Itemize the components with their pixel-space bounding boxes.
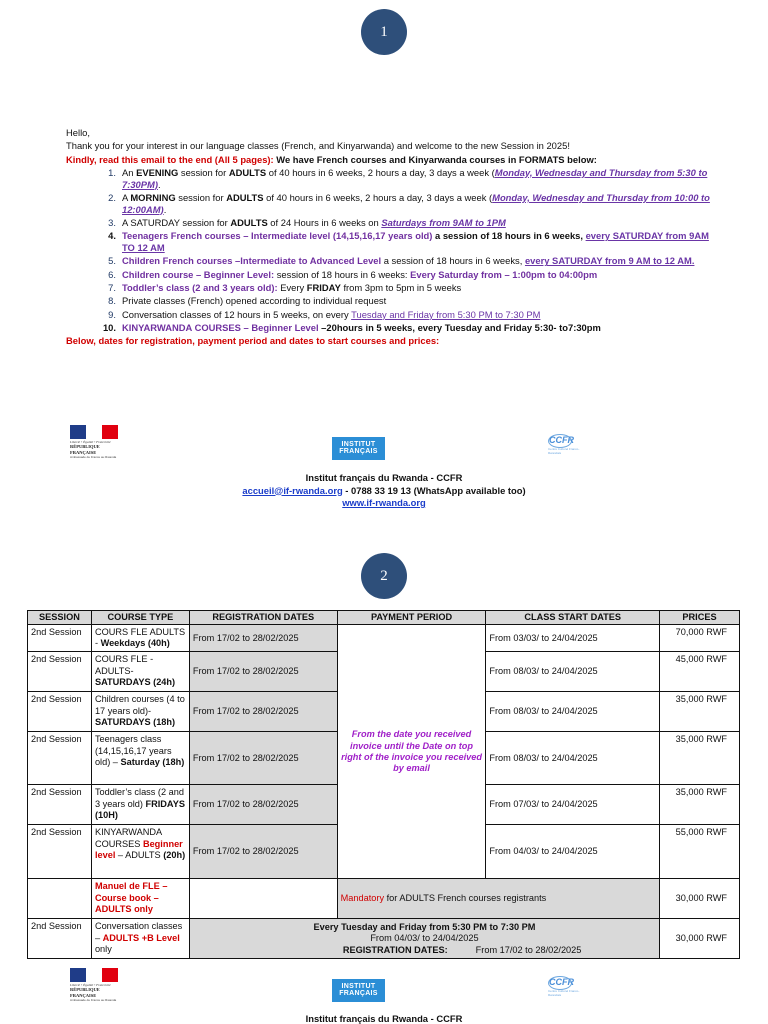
course-list [100,167,716,334]
footer-phone: - 0788 33 19 13 (WhatsApp available too) [342,484,526,496]
course-type-segment: Teenagers class (14,15,16,17 years old) – [94,734,172,767]
start-date-cell: From 08/03/ to 24/04/2025 [486,692,660,732]
below-note: Below, dates for registration, payment period and dates to start courses and prices: [66,335,440,347]
registration-cell [189,879,337,919]
course-cell [91,625,189,652]
course-type-segment: KINYARWANDA COURSES [94,827,162,849]
course-text [122,322,716,334]
conversation-course-c: only [94,943,112,954]
page-number-badge [361,553,407,599]
course-segment: A SATURDAY session for [122,216,231,228]
course-segment: of 24 Hours in 6 weeks on [267,216,382,228]
price-cell: 35,000 RWF [660,785,740,825]
schedule-link[interactable]: Monday, Wednesday and Thursday from 10:00 to 12:00AM) [122,191,710,215]
schedule-link[interactable]: every SATURDAY from 9AM TO 12 AM [122,230,709,254]
course-cell [91,692,189,732]
intro-text: Thank you for your interest in our language classes (French, and Kinyarwanda) and welcome to the new Session in 2025! [66,140,570,152]
table-row [28,625,740,652]
course-cell: Manuel de FLE – Course book – ADULTS only [91,879,189,919]
course-text [122,309,716,321]
price-cell: 35,000 RWF [660,692,740,732]
price-cell: 35,000 RWF [660,732,740,785]
course-number: 4. [108,230,116,242]
footer-website [0,497,768,510]
course-segment: ADULTS [230,216,268,228]
institut-francais-logo [332,437,385,460]
course-item [100,309,716,321]
instruction-red: Kindly, read this email to the end (All 5 pages): [66,153,274,165]
rf-subtitle: Ambassade de France au Rwanda [70,997,117,1002]
course-text [122,230,716,254]
course-text [122,217,716,229]
footer-website-link[interactable]: www.if-rwanda.org [342,497,426,508]
course-text [122,192,716,216]
course-segment: A [122,191,131,203]
instruction-bold: We have French courses and Kinyarwanda courses in FORMATS below: [273,153,597,165]
table-header-row [28,611,740,625]
schedule-table [27,610,740,959]
conversation-line2: From 04/03/ to 24/04/2025 [370,933,479,944]
footer [0,1013,768,1024]
rf-motto: Liberté • Égalité • Fraternité [70,440,111,444]
schedule-link[interactable]: Saturdays from 9AM to 1PM [381,216,506,228]
page-number-badge [361,9,407,55]
table-row-manual [28,879,740,919]
start-date-cell: From 04/03/ to 24/04/2025 [486,825,660,879]
if-logo-line2: FRANÇAIS [339,448,378,455]
header-course-type: COURSE TYPE [91,611,189,625]
course-segment: session for [178,166,229,178]
course-type-segment: SATURDAYS (24h) [94,676,176,687]
registration-cell: From 17/02 to 28/02/2025 [189,785,337,825]
conversation-line3 [193,945,656,956]
start-date-cell: From 07/03/ to 24/04/2025 [486,785,660,825]
course-segment: KINYARWANDA COURSES – Beginner Level [122,322,319,334]
ccfr-logo [548,976,582,997]
course-text [122,295,716,307]
rf-subtitle: Ambassade de France au Rwanda [70,454,117,459]
price-cell: 70,000 RWF [660,625,740,652]
course-cell [91,652,189,692]
course-number: 3. [108,216,116,228]
start-date-cell: From 08/03/ to 24/04/2025 [486,652,660,692]
page-number: 1 [380,23,388,40]
header-payment-period: PAYMENT PERIOD [337,611,486,625]
conversation-line1: Every Tuesday and Friday from 5:30 PM to 7:30 PM [313,922,536,933]
instruction-line [66,154,716,166]
course-type-segment: Children courses (4 to 17 years old)- [94,694,185,716]
course-segment: of 40 hours in 6 weeks, 2 hours a day, 3 days a week ( [263,191,493,203]
payment-period-cell [337,625,486,879]
conversation-course-b: ADULTS +B Level [102,932,180,943]
course-segment: Private classes (French) opened according to individual request [122,295,387,307]
mandatory-label: Mandatory [340,893,385,904]
header-class-start-dates: CLASS START DATES [486,611,660,625]
schedule-link[interactable]: every SATURDAY from 9 AM to 12 AM. [524,255,695,267]
course-type-segment: COURS FLE ADULTS - [94,627,186,649]
course-item [100,230,716,254]
price-cell: 30,000 RWF [660,879,740,919]
course-type-segment: Saturday (18h) [120,756,185,767]
course-type-segment: Beginner level [94,838,183,860]
price-cell: 55,000 RWF [660,825,740,879]
footer [0,472,768,510]
ccfr-logo [548,434,582,455]
session-cell [28,879,92,919]
session-cell: 2nd Session [28,919,92,959]
course-segment: EVENING [136,166,179,178]
footer-org: Institut français du Rwanda - CCFR [305,472,463,483]
header-prices: PRICES [660,611,740,625]
if-logo-line1: INSTITUT [341,983,376,990]
course-number: 10. [102,322,116,334]
schedule-link[interactable]: Tuesday and Friday from 5:30 PM to 7:30 PM [351,308,541,320]
ccfr-mark: CCFR [548,434,572,448]
conversation-line3-value: From 17/02 to 28/02/2025 [475,944,582,955]
course-number: 8. [108,295,116,307]
course-segment: ADULTS [226,191,264,203]
registration-cell: From 17/02 to 28/02/2025 [189,652,337,692]
course-segment: Toddler’s class (2 and 3 years old): [122,282,278,294]
course-segment: –20hours in 5 weeks, every Tuesday and Friday 5:30- to7:30pm [318,322,601,334]
footer-org: Institut français du Rwanda - CCFR [305,1013,463,1024]
course-segment: Every Saturday from – 1:00pm to 04:00pm [410,268,598,280]
course-item [100,255,716,267]
course-segment: FRIDAY [306,282,341,294]
course-type-segment: Weekdays (40h) [100,638,170,649]
course-segment: Teenagers French courses – Intermediate level (14,15,16,17 years old) [122,230,433,242]
course-item [100,217,716,229]
header-session: SESSION [28,611,92,625]
page-number: 2 [380,567,388,584]
course-segment: Children French courses –Intermediate to Advanced Level [122,255,382,267]
start-date-cell: From 03/03/ to 24/04/2025 [486,625,660,652]
republique-francaise-logo [70,425,120,459]
course-segment: . [163,203,167,215]
if-logo-line1: INSTITUT [341,441,376,448]
course-item [100,269,716,281]
logo-row [0,425,768,465]
ccfr-subtitle: Centre Culturel Franco-Rwandais [548,989,580,997]
course-text [122,282,716,294]
start-date-cell: From 08/03/ to 24/04/2025 [486,732,660,785]
course-cell [91,919,189,959]
registration-cell: From 17/02 to 28/02/2025 [189,732,337,785]
course-number: 5. [108,255,116,267]
session-cell: 2nd Session [28,785,92,825]
session-cell: 2nd Session [28,625,92,652]
course-item [100,322,716,334]
institut-francais-logo [332,979,385,1002]
course-number: 9. [108,308,116,320]
course-type-segment: COURS FLE - ADULTS- [94,654,154,676]
french-flag-icon [70,425,118,439]
course-segment: . [157,178,161,190]
course-item [100,192,716,216]
course-segment: An [122,166,137,178]
mandatory-cell [337,879,659,919]
registration-cell: From 17/02 to 28/02/2025 [189,692,337,732]
session-cell: 2nd Session [28,732,92,785]
course-segment: session for [175,191,227,203]
footer-email-link[interactable]: accueil@if-rwanda.org [242,484,343,496]
conversation-course-a: Conversation classes – [94,921,183,943]
if-logo-line2: FRANÇAIS [339,990,378,997]
registration-cell: From 17/02 to 28/02/2025 [189,825,337,879]
course-number: 1. [108,166,116,178]
course-segment: Conversation classes of 12 hours in 5 weeks, on every [122,308,352,320]
session-cell: 2nd Session [28,825,92,879]
course-text [122,269,716,281]
course-number: 7. [108,282,116,294]
course-segment: session of 18 hours in 6 weeks: [274,268,411,280]
letter-body [66,127,716,349]
course-item [100,295,716,307]
course-segment: Every [277,282,307,294]
course-segment: of 40 hours in 6 weeks, 2 hours a day, 3 days a week ( [266,166,495,178]
course-segment: MORNING [130,191,176,203]
payment-period-note: From the date you received invoice until the Date on top right of the invoice you received by email [341,729,482,773]
course-type-segment: – ADULTS [115,849,164,860]
session-cell: 2nd Session [28,652,92,692]
ccfr-subtitle: Centre Culturel Franco-Rwandais [548,447,580,455]
conversation-line3-label: REGISTRATION DATES: [342,944,448,955]
course-type-segment: SATURDAYS (18h) [94,716,176,727]
course-text [122,255,716,267]
registration-cell: From 17/02 to 28/02/2025 [189,625,337,652]
course-segment: ADULTS [228,166,267,178]
course-segment: from 3pm to 5pm in 5 weeks [340,282,462,294]
rf-name: RÉPUBLIQUE FRANÇAISE [70,444,100,455]
republique-francaise-logo [70,968,120,1002]
course-item [100,167,716,191]
price-cell: 45,000 RWF [660,652,740,692]
course-type-segment: FRIDAYS (10H) [94,798,185,820]
course-text [122,167,716,191]
course-cell [91,825,189,879]
price-cell: 30,000 RWF [660,919,740,959]
french-flag-icon [70,968,118,982]
ccfr-mark: CCFR [548,976,572,990]
conversation-details-cell [189,919,659,959]
course-cell [91,732,189,785]
course-segment: a session of 18 hours in 6 weeks, [432,230,586,242]
table-row-conversation [28,919,740,959]
logo-row [0,968,768,1008]
course-number: 2. [108,191,116,203]
header-registration-dates: REGISTRATION DATES [189,611,337,625]
rf-name: RÉPUBLIQUE FRANÇAISE [70,987,100,998]
greeting: Hello, [66,127,90,138]
rf-motto: Liberté • Égalité • Fraternité [70,983,111,987]
course-segment: Children course – Beginner Level: [122,268,275,280]
course-type-segment: Toddler’s class (2 and 3 years old) [94,787,184,809]
course-type-segment: (20h) [163,849,186,860]
schedule-link[interactable]: Monday, Wednesday and Thursday from 5:30 to 7:30PM) [122,166,708,190]
footer-contact [0,485,768,498]
course-segment: a session of 18 hours in 6 weeks, [381,255,525,267]
course-number: 6. [108,268,116,280]
session-cell: 2nd Session [28,692,92,732]
course-item [100,282,716,294]
mandatory-rest: for ADULTS French courses registrants [384,893,547,904]
course-cell [91,785,189,825]
